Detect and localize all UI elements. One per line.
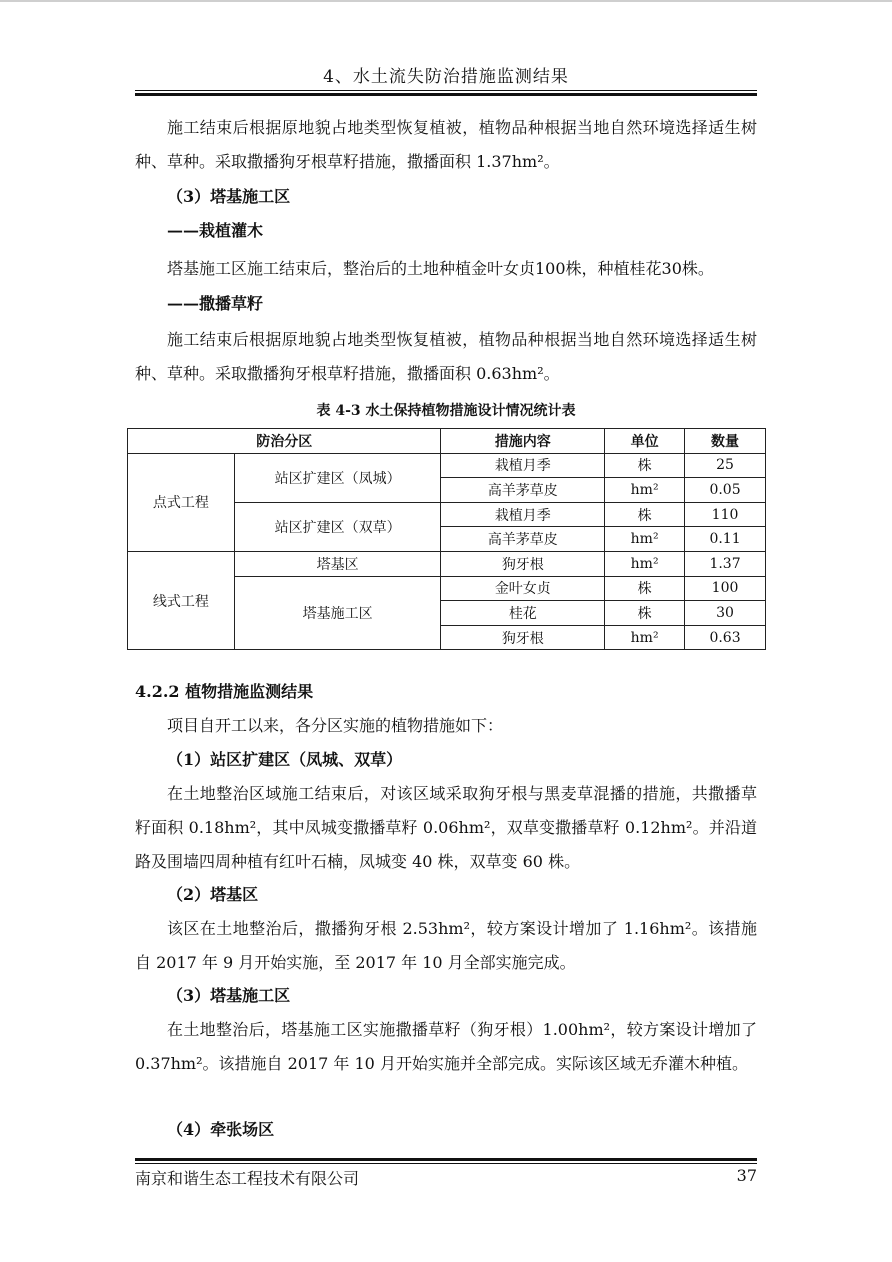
unit-cell: hm² (605, 527, 685, 552)
header-measure: 措施内容 (441, 429, 605, 454)
table-caption: 表 4-3 水土保持植物措施设计情况统计表 (316, 403, 576, 419)
heading-tower-base: （2）塔基区 (167, 885, 259, 904)
unit-cell: 株 (605, 601, 685, 626)
zone-tower-construction: 塔基施工区 (234, 576, 441, 650)
zone-shuangcao: 站区扩建区（双草） (234, 502, 441, 551)
heading-tower-construction: （3）塔基施工区 (167, 187, 291, 206)
header-rule-thick (135, 93, 757, 96)
header-quantity: 数量 (685, 429, 766, 454)
heading-station-expansion: （1）站区扩建区（凤城、双草） (167, 750, 403, 769)
group-line-project: 线式工程 (128, 551, 235, 649)
measure-cell: 桂花 (441, 601, 605, 626)
qty-cell: 100 (685, 576, 766, 601)
paragraph-station-expansion: 在土地整治区域施工结束后，对该区域采取狗牙根与黑麦草混播的措施，共撒播草籽面积 0.18hm²，其中凤城变撒播草籽 0.06hm²，双草变撒播草籽 0.12hm²。并沿道路及围墙四周种植有红叶石楠，凤城变 40 株，双草变 60 株。 (135, 784, 757, 871)
unit-cell: 株 (605, 502, 685, 527)
header-unit: 单位 (605, 429, 685, 454)
qty-cell: 0.05 (685, 478, 766, 503)
paragraph-tower-base: 该区在土地整治后，撒播狗牙根 2.53hm²，较方案设计增加了 1.16hm²。该措施自 2017 年 9 月开始实施，至 2017 年 10 月全部实施完成。 (135, 919, 757, 972)
plant-measure-table (127, 428, 766, 650)
footer-rule-thin (135, 1163, 757, 1164)
qty-cell: 1.37 (685, 551, 766, 576)
group-point-project: 点式工程 (128, 453, 235, 551)
section-title: 4.2.2 植物措施监测结果 (135, 682, 314, 701)
measure-cell: 高羊茅草皮 (441, 527, 605, 552)
page-top-edge (0, 0, 892, 2)
measure-cell: 栽植月季 (441, 502, 605, 527)
unit-cell: hm² (605, 478, 685, 503)
measure-cell: 狗牙根 (441, 551, 605, 576)
qty-cell: 0.11 (685, 527, 766, 552)
table-row (128, 551, 766, 576)
zone-tower-base: 塔基区 (234, 551, 441, 576)
measure-cell: 金叶女贞 (441, 576, 605, 601)
unit-cell: hm² (605, 625, 685, 650)
unit-cell: hm² (605, 551, 685, 576)
unit-cell: 株 (605, 453, 685, 478)
measure-cell: 栽植月季 (441, 453, 605, 478)
qty-cell: 30 (685, 601, 766, 626)
paragraph-tower-construction-result: 在土地整治后，塔基施工区实施撒播草籽（狗牙根）1.00hm²，较方案设计增加了 0.37hm²。该措施自 2017 年 10 月开始实施并全部完成。实际该区域无乔灌木种植。 (135, 1020, 757, 1073)
paragraph-3: 施工结束后根据原地貌占地类型恢复植被，植物品种根据当地自然环境选择适生树种、草种。采取撒播狗牙根草籽措施，撒播面积 0.63hm²。 (135, 330, 757, 383)
unit-cell: 株 (605, 576, 685, 601)
heading-shrub-planting: ——栽植灌木 (167, 221, 264, 240)
footer-rule-thick (135, 1158, 757, 1161)
heading-tower-construction-result: （3）塔基施工区 (167, 986, 291, 1005)
qty-cell: 0.63 (685, 625, 766, 650)
zone-fengcheng: 站区扩建区（凤城） (234, 453, 441, 502)
heading-tension-field: （4）牵张场区 (167, 1120, 275, 1139)
header-zone: 防治分区 (128, 429, 441, 454)
table-row (128, 453, 766, 478)
running-header: 4、水土流失防治措施监测结果 (323, 67, 569, 87)
paragraph-1: 施工结束后根据原地貌占地类型恢复植被，植物品种根据当地自然环境选择适生树种、草种。采取撒播狗牙根草籽措施，撒播面积 1.37hm²。 (135, 118, 757, 171)
measure-cell: 狗牙根 (441, 625, 605, 650)
footer-company: 南京和谐生态工程技术有限公司 (135, 1169, 360, 1188)
paragraph-2: 塔基施工区施工结束后，整治后的土地种植金叶女贞100株，种植桂花30株。 (167, 259, 714, 278)
page-number: 37 (736, 1166, 757, 1185)
qty-cell: 110 (685, 502, 766, 527)
section-intro: 项目自开工以来，各分区实施的植物措施如下： (167, 716, 504, 735)
table-header-row (128, 429, 766, 454)
measure-cell: 高羊茅草皮 (441, 478, 605, 503)
heading-grass-seeding: ——撒播草籽 (167, 294, 264, 313)
qty-cell: 25 (685, 453, 766, 478)
header-rule-thin (135, 90, 757, 91)
